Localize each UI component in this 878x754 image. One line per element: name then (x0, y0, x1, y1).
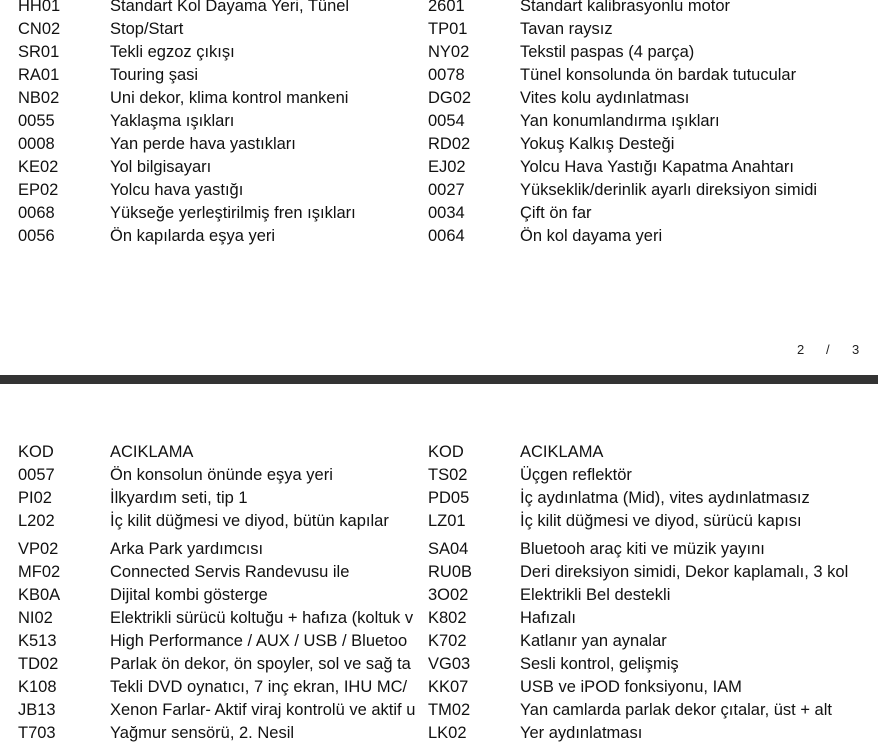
table-row (0, 87, 878, 110)
description-left: Yükseğe yerleştirilmiş fren ışıkları (110, 204, 356, 222)
description-right: Ön kol dayama yeri (520, 227, 663, 245)
description-right: Tavan raysız (520, 20, 613, 38)
description-right: Vites kolu aydınlatması (520, 89, 690, 107)
description-left: Yaklaşma ışıkları (110, 112, 235, 130)
table-row (0, 653, 878, 676)
code-right: KK07 (428, 678, 469, 696)
table-row (0, 18, 878, 41)
description-right: Elektrikli Bel destekli (520, 586, 671, 604)
description-right: Hafızalı (520, 609, 576, 627)
code-left: SR01 (18, 43, 60, 61)
description-left: Yolcu hava yastığı (110, 181, 244, 199)
code-left: 0057 (18, 466, 55, 484)
code-right: RD02 (428, 135, 471, 153)
table-row (0, 538, 878, 561)
code-left: PI02 (18, 489, 52, 507)
description-right: Deri direksiyon simidi, Dekor kaplamalı, 3 kol (520, 563, 849, 581)
description-left: Stop/Start (110, 20, 184, 38)
description-right: Tekstil paspas (4 parça) (520, 43, 695, 61)
code-left: MF02 (18, 563, 61, 581)
code-left: VP02 (18, 540, 59, 558)
page-number-separator: / (826, 342, 830, 357)
description-right: İç kilit düğmesi ve diyod, sürücü kapısı (520, 512, 802, 530)
code-left: T703 (18, 724, 56, 742)
table-row (0, 510, 878, 533)
table-row (0, 676, 878, 699)
code-right: RU0B (428, 563, 473, 581)
description-left: Touring şasi (110, 66, 199, 84)
description-right: Yan camlarda parlak dekor çıtalar, üst + alt (520, 701, 832, 719)
code-left: KE02 (18, 158, 59, 176)
code-right: K702 (428, 632, 467, 650)
header-aciklama-2: ACIKLAMA (520, 443, 604, 461)
description-left: Ön kapılarda eşya yeri (110, 227, 276, 245)
description-left: Parlak ön dekor, ön spoyler, sol ve sağ ta (110, 655, 411, 673)
description-right: Yolcu Hava Yastığı Kapatma Anahtarı (520, 158, 794, 176)
description-left: İlkyardım seti, tip 1 (110, 489, 248, 507)
description-right: İç aydınlatma (Mid), vites aydınlatmasız (520, 489, 810, 507)
description-right: Yokuş Kalkış Desteği (520, 135, 675, 153)
code-left: JB13 (18, 701, 56, 719)
header-aciklama-1: ACIKLAMA (110, 443, 194, 461)
table-row (0, 179, 878, 202)
code-right: 0034 (428, 204, 465, 222)
description-left: High Performance / AUX / USB / Bluetoo (110, 632, 408, 650)
description-right: Çift ön far (520, 204, 592, 222)
table-row (0, 225, 878, 248)
code-right: 3O02 (428, 586, 469, 604)
description-left: Dijital kombi gösterge (110, 586, 268, 604)
code-left: KB0A (18, 586, 61, 604)
code-right: 0078 (428, 66, 465, 84)
code-left: NI02 (18, 609, 53, 627)
description-right: Tünel konsolunda ön bardak tutucular (520, 66, 797, 84)
code-right: SA04 (428, 540, 469, 558)
header-kod-1: KOD (18, 443, 54, 461)
description-right: Yükseklik/derinlik ayarlı direksiyon simidi (520, 181, 818, 199)
page-number-total: 3 (852, 342, 860, 357)
table-row (0, 64, 878, 87)
code-right: LK02 (428, 724, 467, 742)
description-left: Yağmur sensörü, 2. Nesil (110, 724, 295, 742)
description-right: Sesli kontrol, gelişmiş (520, 655, 679, 673)
code-left: K108 (18, 678, 57, 696)
code-right: EJ02 (428, 158, 466, 176)
code-left: L202 (18, 512, 55, 530)
code-left: K513 (18, 632, 57, 650)
description-left: Connected Servis Randevusu ile (110, 563, 350, 581)
table-row (0, 156, 878, 179)
table-row (0, 561, 878, 584)
page-divider (0, 375, 878, 384)
code-left: TD02 (18, 655, 59, 673)
code-left: 0056 (18, 227, 55, 245)
description-left: Yol bilgisayarı (110, 158, 212, 176)
table-row (0, 607, 878, 630)
code-right: 2601 (428, 0, 465, 15)
code-left: 0008 (18, 135, 55, 153)
table-row (0, 202, 878, 225)
code-right: TS02 (428, 466, 468, 484)
description-left: İç kilit düğmesi ve diyod, bütün kapılar (110, 512, 389, 530)
table-row (0, 464, 878, 487)
code-right: K802 (428, 609, 467, 627)
description-right: Yer aydınlatması (520, 724, 643, 742)
page-number-current: 2 (797, 342, 805, 357)
code-left: CN02 (18, 20, 61, 38)
code-right: 0027 (428, 181, 465, 199)
table-header (0, 441, 878, 464)
table-row (0, 487, 878, 510)
description-left: Xenon Farlar- Aktif viraj kontrolü ve aktif u (110, 701, 416, 719)
table-row (0, 584, 878, 607)
code-right: 0064 (428, 227, 465, 245)
page-top-section (0, 0, 878, 375)
description-left: Tekli egzoz çıkışı (110, 43, 235, 61)
code-right: NY02 (428, 43, 470, 61)
table-row (0, 0, 878, 18)
description-left: Standart Kol Dayama Yeri, Tünel (110, 0, 350, 15)
description-left: Yan perde hava yastıkları (110, 135, 296, 153)
description-right: USB ve iPOD fonksiyonu, IAM (520, 678, 742, 696)
code-left: NB02 (18, 89, 60, 107)
table-row (0, 630, 878, 653)
description-left: Tekli DVD oynatıcı, 7 inç ekran, IHU MC/ (110, 678, 408, 696)
code-right: TM02 (428, 701, 471, 719)
description-right: Bluetooh araç kiti ve müzik yayını (520, 540, 765, 558)
table-row (0, 133, 878, 156)
page-bottom-section (0, 384, 878, 754)
code-left: RA01 (18, 66, 60, 84)
code-right: TP01 (428, 20, 468, 38)
code-right: 0054 (428, 112, 465, 130)
description-right: Katlanır yan aynalar (520, 632, 667, 650)
code-left: 0068 (18, 204, 55, 222)
table-row (0, 110, 878, 133)
description-left: Ön konsolun önünde eşya yeri (110, 466, 333, 484)
code-left: 0055 (18, 112, 55, 130)
code-left: EP02 (18, 181, 59, 199)
code-right: LZ01 (428, 512, 466, 530)
table-row (0, 722, 878, 745)
description-left: Arka Park yardımcısı (110, 540, 264, 558)
description-left: Uni dekor, klima kontrol mankeni (110, 89, 349, 107)
code-right: PD05 (428, 489, 470, 507)
description-right: Yan konumlandırma ışıkları (520, 112, 720, 130)
description-right: Üçgen reflektör (520, 466, 632, 484)
header-kod-2: KOD (428, 443, 464, 461)
table-row (0, 699, 878, 722)
table-row (0, 41, 878, 64)
description-right: Standart kalibrasyonlu motor (520, 0, 731, 15)
code-right: DG02 (428, 89, 472, 107)
code-left: HH01 (18, 0, 61, 15)
description-left: Elektrikli sürücü koltuğu + hafıza (koltuk v (110, 609, 414, 627)
code-right: VG03 (428, 655, 471, 673)
